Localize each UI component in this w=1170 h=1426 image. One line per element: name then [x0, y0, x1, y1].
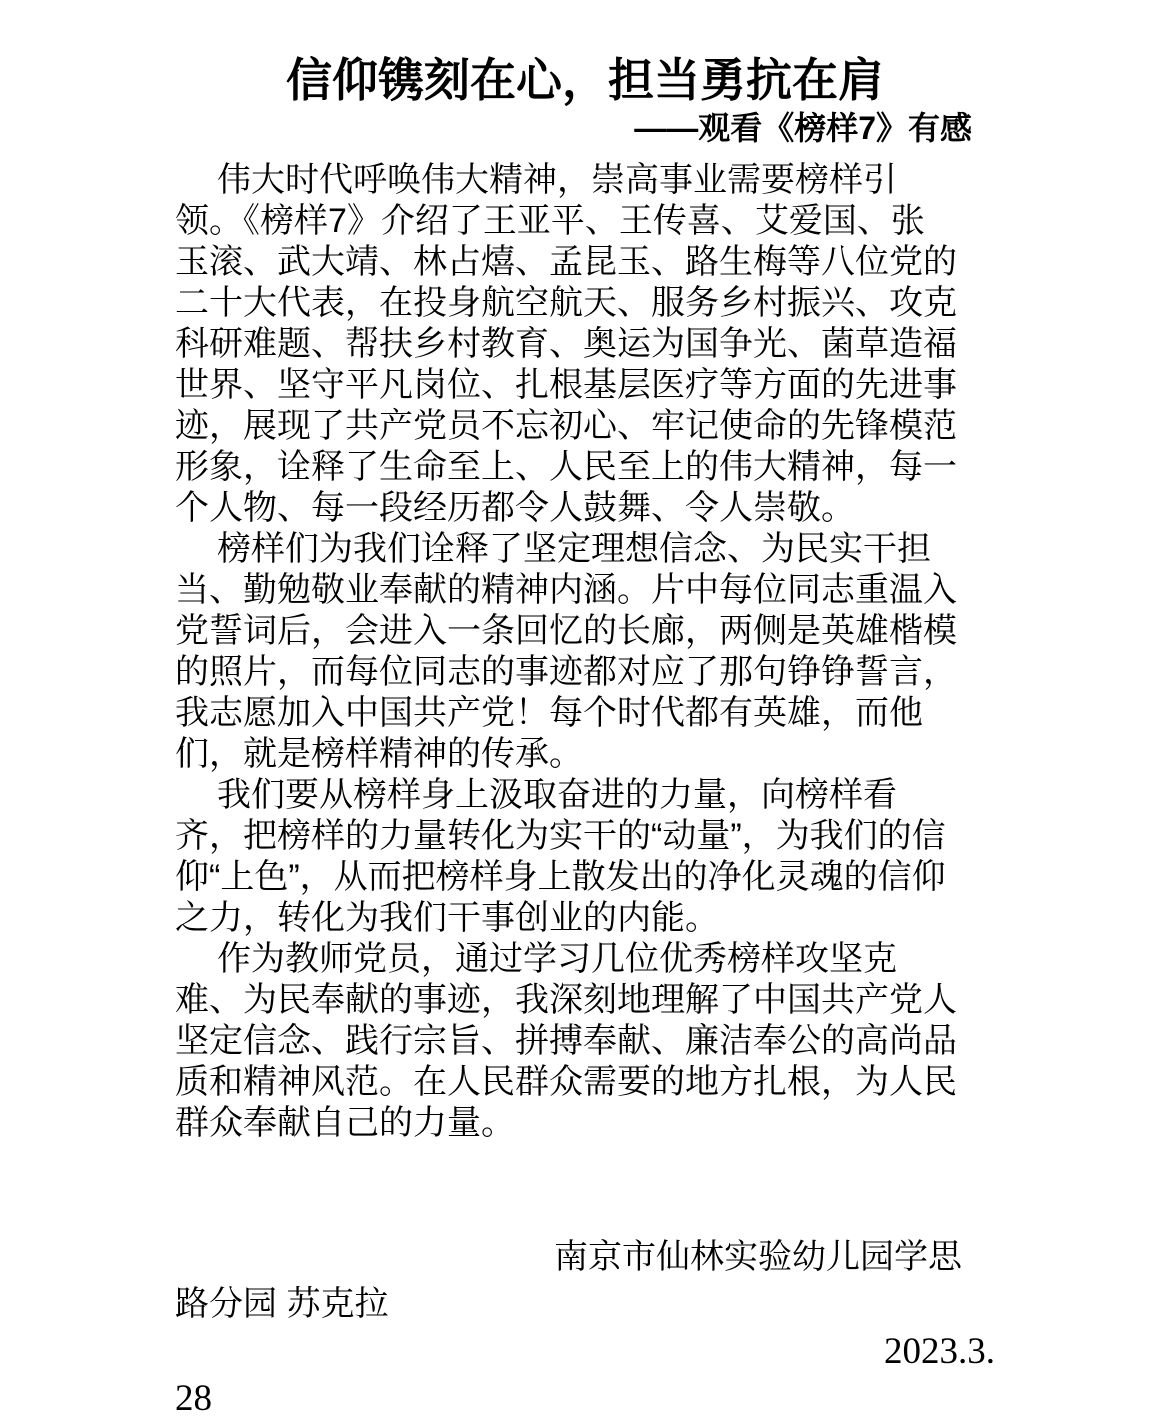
- body-line: 榜样们为我们诠释了坚定理想信念、为民实干担: [217, 530, 931, 568]
- document-body: [175, 160, 995, 1144]
- page-subtitle: ——观看《榜样7》有感: [634, 110, 972, 146]
- body-line: 领。《榜样7》介绍了王亚平、王传喜、艾爱国、张: [175, 202, 925, 240]
- body-line: 我们要从榜样身上汲取奋进的力量，向榜样看: [217, 776, 897, 814]
- body-line: 当、勤勉敬业奉献的精神内涵。片中每位同志重温入: [175, 571, 957, 609]
- body-paragraph: [175, 775, 995, 939]
- body-line: 坚定信念、践行宗旨、拼搏奉献、廉洁奉公的高尚品: [175, 1022, 957, 1060]
- signature-date-line-2: 28: [175, 1378, 212, 1419]
- body-line: 党誓词后，会进入一条回忆的长廊，两侧是英雄楷模: [175, 612, 957, 650]
- body-line: 形象，诠释了生命至上、人民至上的伟大精神，每一: [175, 448, 957, 486]
- body-line: 齐，把榜样的力量转化为实干的“动量”，为我们的信: [175, 817, 946, 855]
- signature-date-line-1: 2023.3.: [884, 1331, 995, 1372]
- body-line: 我志愿加入中国共产党！每个时代都有英雄，而他: [175, 694, 923, 732]
- body-line: 科研难题、帮扶乡村教育、奥运为国争光、菌草造福: [175, 325, 957, 363]
- body-line: 群众奉献自己的力量。: [175, 1104, 515, 1142]
- body-paragraph: [175, 939, 995, 1144]
- body-line: 仰“上色”，从而把榜样身上散发出的净化灵魂的信仰: [175, 858, 946, 896]
- body-line: 二十大代表，在投身航空航天、服务乡村振兴、攻克: [175, 284, 957, 322]
- body-line: 伟大时代呼唤伟大精神，崇高事业需要榜样引: [217, 161, 897, 199]
- body-paragraph: [175, 160, 995, 529]
- body-line: 作为教师党员，通过学习几位优秀榜样攻坚克: [217, 940, 897, 978]
- body-line: 个人物、每一段经历都令人鼓舞、令人崇敬。: [175, 489, 855, 527]
- body-line: 质和精神风范。在人民群众需要的地方扎根，为人民: [175, 1063, 957, 1101]
- body-line: 的照片，而每位同志的事迹都对应了那句铮铮誓言，: [175, 653, 957, 691]
- body-line: 玉滚、武大靖、林占熺、孟昆玉、路生梅等八位党的: [175, 243, 957, 281]
- body-line: 们，就是榜样精神的传承。: [175, 735, 583, 773]
- body-line: 之力，转化为我们干事创业的内能。: [175, 899, 719, 937]
- signature-block: [175, 1234, 995, 1422]
- body-line: 难、为民奉献的事迹，我深刻地理解了中国共产党人: [175, 981, 957, 1019]
- body-paragraph: [175, 529, 995, 775]
- body-line: 世界、坚守平凡岗位、扎根基层医疗等方面的先进事: [175, 366, 957, 404]
- body-line: 迹，展现了共产党员不忘初心、牢记使命的先锋模范: [175, 407, 957, 445]
- page-title: 信仰镌刻在心，担当勇抗在肩: [286, 54, 884, 106]
- signature-org-line-2: 路分园 苏克拉: [175, 1285, 389, 1323]
- signature-org-line-1: 南京市仙林实验幼儿园学思: [554, 1238, 962, 1276]
